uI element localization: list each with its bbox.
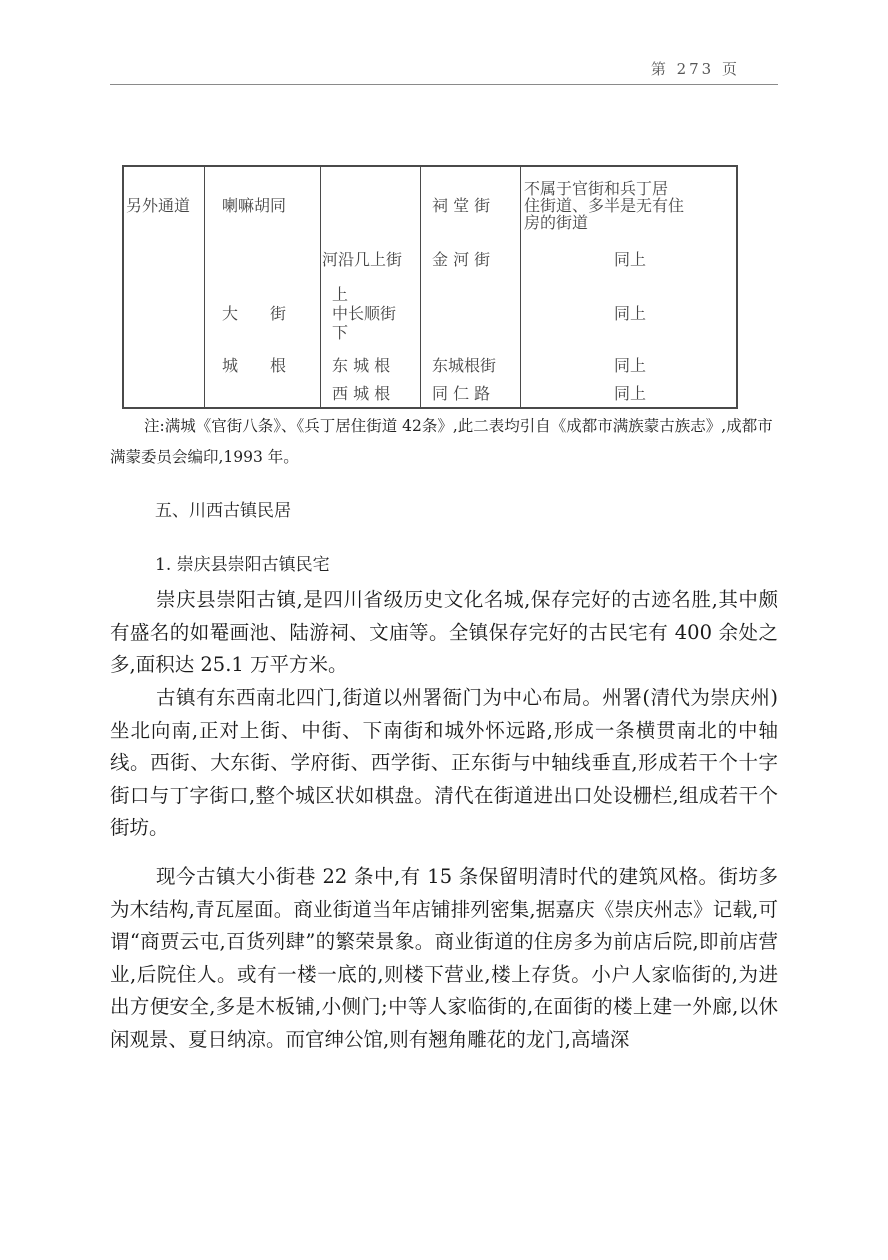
table-cell: 东 城 根 [332,356,391,375]
table-cell: 城 根 [222,356,287,375]
table-divider [204,167,205,407]
table-cell-line: 不属于官街和兵丁居 [524,179,669,198]
sub-heading: 1. 崇庆县崇阳古镇民宅 [155,555,330,575]
table-cell: 金 河 街 [432,250,491,269]
table-divider [320,167,321,407]
table-cell: 西 城 根 [332,384,391,403]
table-source-note: 注:满城《官街八条》、《兵丁居住街道 42条》,此二表均引自《成都市满族蒙古族志》,成都市满蒙委员会编印,1993 年。 [110,417,773,466]
table-cell: 祠 堂 街 [432,196,491,215]
table-cell: 同上 [613,356,646,375]
body-paragraph: 现今古镇大小街巷 22 条中,有 15 条保留明清时代的建筑风格。街坊多为木结构,青瓦屋面。商业街道当年店铺排列密集,据嘉庆《崇庆州志》记载,可谓“商贾云屯,百货列肆”的繁荣景象。商业街道的住房多为前店后院,即前店营业,后院住人。或有一楼一底的,则楼下营业,楼上存货。小户人家临街的,为进出方便安全,多是木板铺,小侧门;中等人家临街的,在面街的楼上建一外廊,以休闲观景、夏日纳凉。而官绅公馆,则有翘角雕花的龙门,高墙深 [110,865,778,1051]
page-number: 第 273 页 [650,60,740,78]
table-cell: 同 仁 路 [432,384,491,403]
table-cell: 东城根街 [432,356,497,375]
table-cell: 同上 [613,304,646,323]
table-cell-note [524,180,684,231]
street-table [122,165,738,409]
table-cell: 喇嘛胡同 [222,196,287,215]
table-cell: 大 街 [222,304,287,323]
body-paragraph: 古镇有东西南北四门,街道以州署衙门为中心布局。州署(清代为崇庆州)坐北向南,正对上街、中街、下南街和城外怀远路,形成一条横贯南北的中轴线。西街、大东街、学府街、西学街、正东街与中轴线垂直,形成若干个十字街口与丁字街口,整个城区状如棋盘。清代在街道进出口处设栅栏,组成若干个街坊。 [110,686,778,839]
table-cell-line: 住街道、多半是无有住 [524,196,685,215]
table-cell: 同上 [613,250,646,269]
table-cell: 河沿几上街 [322,250,403,269]
table-divider [420,167,421,407]
body-paragraph: 崇庆县崇阳古镇,是四川省级历史文化名城,保存完好的古迹名胜,其中颇有盛名的如罨画池、陆游祠、文庙等。全镇保存完好的古民宅有 400 余处之多,面积达 25.1 万平方米。 [110,588,778,676]
table-divider [520,167,521,407]
table-cell-line: 上 [332,285,349,304]
table-cell-line: 下 [332,323,349,342]
table-cell-line: 房的街道 [524,213,589,232]
table-cell-line: 中长顺街 [332,304,397,323]
table-cell-group [332,285,396,342]
section-heading: 五、川西古镇民居 [155,501,291,521]
page-header [110,58,778,85]
table-cell: 另外通道 [126,196,191,215]
table-cell: 同上 [613,384,646,403]
